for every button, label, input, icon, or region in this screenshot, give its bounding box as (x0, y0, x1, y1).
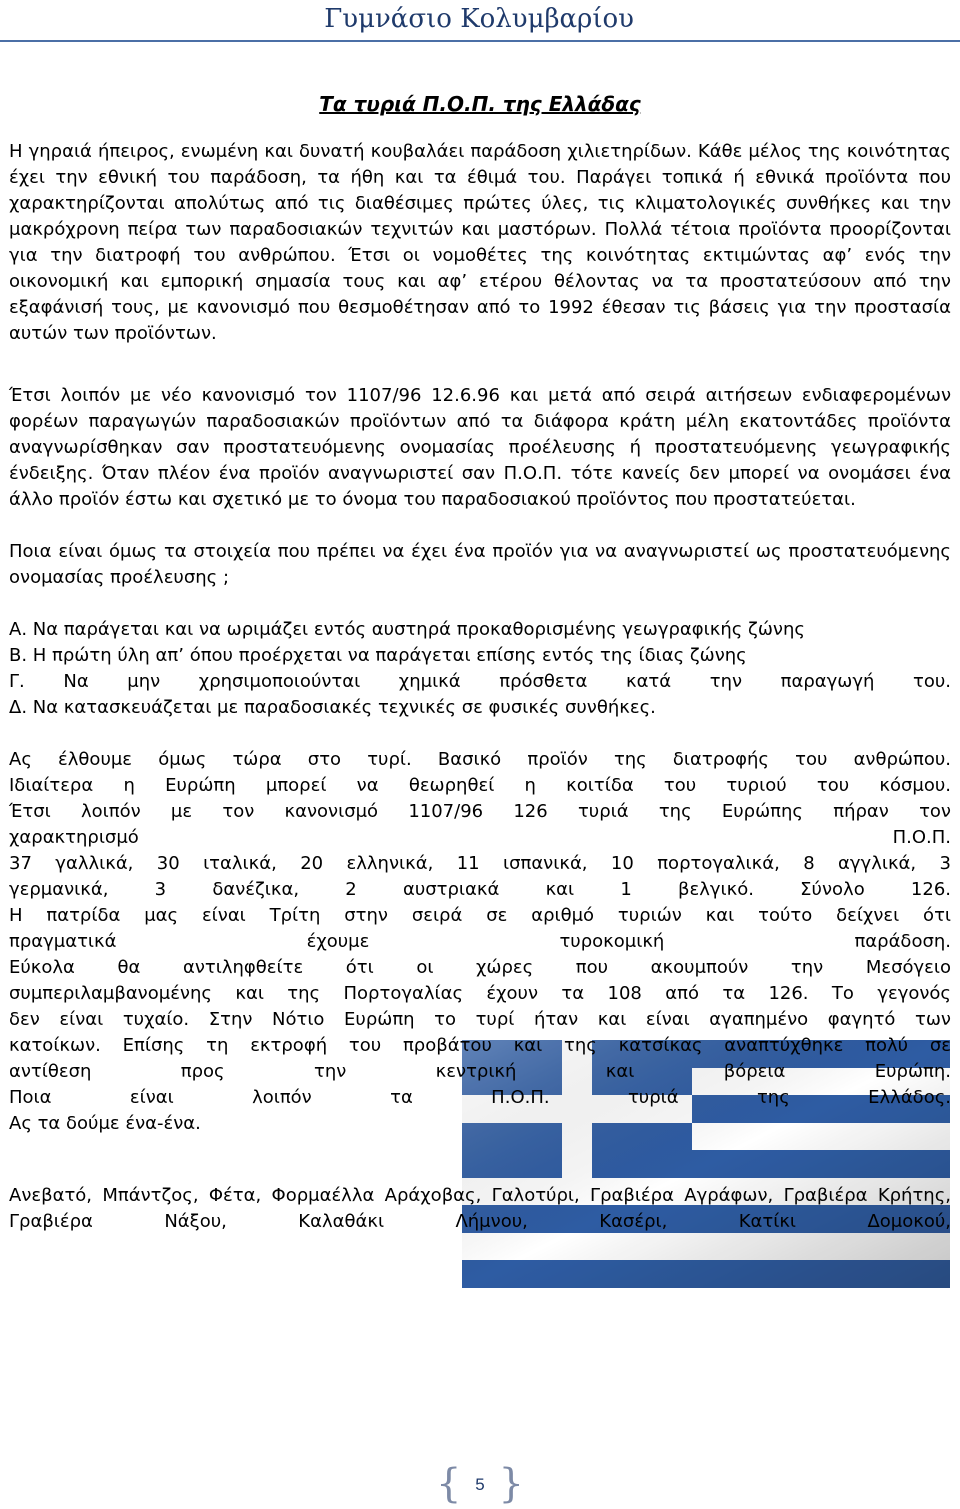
text-line: Ιδιαίτερα η Ευρώπη μπορεί να θεωρηθεί η κοιτίδα του τυριού του κόσμου. (9, 775, 951, 796)
text-line: πραγματικά έχουμε τυροκομική παράδοση. (9, 931, 951, 952)
text-line: Έτσι λοιπόν με τον κανονισμό 1107/96 126 τυριά της Ευρώπης πήραν τον (9, 801, 951, 822)
text-line: δεν είναι τυχαίο. Στην Νότιο Ευρώπη το τυρί ήταν και είναι αγαπημένο φαγητό των (9, 1009, 951, 1030)
page-footer (436, 1461, 524, 1507)
text-line: Ας έλθουμε όμως τώρα στο τυρί. Βασικό προϊόν της διατροφής του ανθρώπου. (9, 749, 951, 770)
criteria-item-d: Δ. Να κατασκευάζεται με παραδοσιακές τεχνικές σε φυσικές συνθήκες. (9, 697, 656, 718)
criteria-list (9, 617, 951, 721)
document-body (9, 91, 951, 1235)
text-line: αντίθεση προς την κεντρική και βόρεια Ευρώπη. (9, 1061, 951, 1082)
document-title: Τα τυριά Π.Ο.Π. της Ελλάδας (319, 92, 641, 116)
text-line: Εύκολα θα αντιληφθείτε ότι οι χώρες που ακουμπούν την Μεσόγειο (9, 957, 951, 978)
text-line: Ας τα δούμε ένα-ένα. (9, 1113, 201, 1134)
cheese-list-paragraph: Ανεβατό, Μπάντζος, Φέτα, Φορμαέλλα Αράχοβας, Γαλοτύρι, Γραβιέρα Αγράφων, Γραβιέρα Κρήτης, Γραβιέρα Νάξου, Καλαθάκι Λήμνου, Κασέρι, Κατίκι Δομοκού, (9, 1185, 951, 1232)
cheese-paragraph (9, 747, 951, 1137)
school-name: Γυμνάσιο Κολυμβαρίου (324, 4, 634, 34)
text-line: χαρακτηρισμό Π.Ο.Π. (9, 827, 951, 848)
intro-paragraph: Η γηραιά ήπειρος, ενωμένη και δυνατή κουβαλάει παράδοση χιλιετηρίδων. Κάθε μέλος της κοινότητας έχει την εθνική του παράδοση, τα ήθη και τα έθιμά του. Παράγει τοπικά ή εθνικά προϊόντα που χαρακτηρίζονται απολύτως από τις διαθέσιμες πρώτες ύλες, τις κλιματολογικές συνθήκες και την μακρόχρονη πείρα των παραδοσιακών τεχνιτών και μαστόρων. Πολλά τέτοια προϊόντα προορίζονται για την διατροφή του ανθρώπου. Έτσι οι νομοθέτες της κοινότητας εκτιμώντας αφ’ ενός την οικονομική και εμπορική σημασία τους και αφ’ ετέρου θέλοντας να τα προστατεύσουν από την εξαφάνισή τους, με κανονισμό που θεσμοθέτησαν από το 1992 έθεσαν τις βάσεις για την προστασία αυτών των προϊόντων. (9, 141, 951, 344)
criteria-item-c: Γ. Να μην χρησιμοποιούνται χημικά πρόσθετα κατά την παραγωγή του. (9, 671, 951, 692)
header-rule (0, 40, 960, 42)
text-line: συμπεριλαμβανομένης και της Πορτογαλίας έχουν τα 108 από τα 126. Το γεγονός (9, 983, 951, 1004)
text-line: 37 γαλλικά, 30 ιταλικά, 20 ελληνικά, 11 ισπανικά, 10 πορτογαλικά, 8 αγγλικά, 3 (9, 853, 951, 874)
page-number: 5 (475, 1475, 485, 1494)
question-paragraph: Ποια είναι όμως τα στοιχεία που πρέπει να έχει ένα προϊόν για να αναγνωριστεί ως προστατευόμενης ονομασίας προέλευσης ; (9, 541, 951, 588)
text-line: Ποια είναι λοιπόν τα Π.Ο.Π. τυριά της Ελλάδος. (9, 1087, 951, 1108)
regulation-paragraph: Έτσι λοιπόν με νέο κανονισμό τον 1107/96 12.6.96 και μετά από σειρά αιτήσεων ενδιαφερομένων φορέων παραγωγών παραδοσιακών προϊόντων από τα διάφορα κράτη μέλη εκατοντάδες προϊόντα αναγνωρίσθηκαν σαν προστατευόμενης ονομασίας προέλευσης ή προστατευόμενης γεωγραφικής ένδειξης. Όταν πλέον ένα προϊόν αναγνωριστεί σαν Π.Ο.Π. τότε κανείς δεν μπορεί να ονομάσει ένα άλλο προϊόν έστω και σχετικό με το όνομα του παραδοσιακού προϊόντος που προστατεύεται. (9, 385, 951, 510)
criteria-item-b: Β. Η πρώτη ύλη απ’ όπου προέρχεται να παράγεται επίσης εντός της ίδιας ζώνης (9, 645, 747, 666)
left-brace-icon: { (436, 1461, 462, 1507)
text-line: Η πατρίδα μας είναι Τρίτη στην σειρά σε αριθμό τυριών και τούτο δείχνει ότι (9, 905, 951, 926)
text-line: κατοίκων. Επίσης τη εκτροφή του προβάτου και της κατσίκας αναπτύχθηκε πολύ σε (9, 1035, 951, 1056)
text-line: γερμανικά, 3 δανέζικα, 2 αυστριακά και 1 βελγικό. Σύνολο 126. (9, 879, 951, 900)
page-header (0, 0, 960, 40)
right-brace-icon: } (498, 1461, 524, 1507)
criteria-item-a: Α. Να παράγεται και να ωριμάζει εντός αυστηρά προκαθορισμένης γεωγραφικής ζώνης (9, 619, 805, 640)
